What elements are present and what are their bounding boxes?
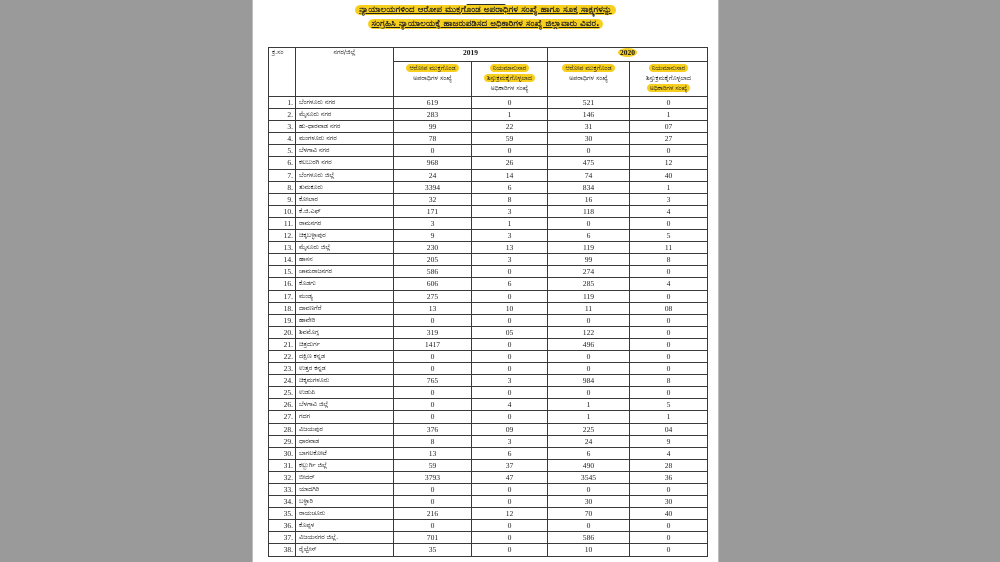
row-officers-2020: 0	[630, 217, 708, 229]
row-officers-2020: 11	[630, 242, 708, 254]
row-officers-2020: 0	[630, 520, 708, 532]
row-officers-2020: 07	[630, 121, 708, 133]
row-officers-2019: 0	[472, 145, 548, 157]
table-row	[269, 242, 708, 254]
row-acquitted-2020: 30	[548, 496, 630, 508]
table-row	[269, 254, 708, 266]
row-district: ವಿಜಯಪುರ	[296, 423, 394, 435]
row-officers-2019: 14	[472, 169, 548, 181]
table-row	[269, 471, 708, 483]
row-acquitted-2019: 13	[394, 302, 472, 314]
table-row	[269, 350, 708, 362]
title-heading-mark	[253, 0, 718, 4]
row-acquitted-2020: 24	[548, 435, 630, 447]
row-officers-2020: 0	[630, 350, 708, 362]
row-acquitted-2019: 230	[394, 242, 472, 254]
row-acquitted-2020: 119	[548, 242, 630, 254]
row-district: ಉತ್ತರ ಕನ್ನಡ	[296, 363, 394, 375]
row-officers-2020: 0	[630, 532, 708, 544]
row-officers-2019: 3	[472, 230, 548, 242]
row-sl-no: 16.	[269, 278, 296, 290]
row-officers-2020: 9	[630, 435, 708, 447]
row-acquitted-2020: 99	[548, 254, 630, 266]
row-sl-no: 10.	[269, 205, 296, 217]
row-officers-2019: 8	[472, 193, 548, 205]
row-officers-2020: 30	[630, 496, 708, 508]
district-acquittal-table	[268, 47, 708, 557]
header-officers-2019: ನಿಯಮಾನುಸಾರ ಶಿಸ್ತುಕ್ರಮಕೈಗೊಳ್ಳಲಾದ ಅಧಿಕಾರಿಗಳ ಸಂಖ್ಯೆ	[472, 62, 548, 97]
row-sl-no: 4.	[269, 133, 296, 145]
row-district: ಕೆ.ಜಿ.ಎಫ್	[296, 205, 394, 217]
row-district: ರಾಮನಗರ	[296, 217, 394, 229]
row-sl-no: 1.	[269, 97, 296, 109]
row-district: ಹಾವೇರಿ	[296, 314, 394, 326]
table-row	[269, 217, 708, 229]
row-acquitted-2020: 475	[548, 157, 630, 169]
table-row	[269, 532, 708, 544]
row-acquitted-2020: 496	[548, 338, 630, 350]
row-district: ಚಿಕ್ಕಮಗಳೂರು	[296, 375, 394, 387]
title-highlight-1: ನ್ಯಾಯಾಲಯಗಳಿಂದ ಆರೋಪ ಮುಕ್ತಗೊಂಡ ಅಪರಾಧಿಗಳ ಸಂಖ್ಯೆ ಹಾಗೂ ಸೂಕ್ತ ಸಾಕ್ಷ್ಯಗಳನ್ನು	[355, 5, 616, 15]
row-acquitted-2020: 521	[548, 97, 630, 109]
row-officers-2020: 0	[630, 326, 708, 338]
table-row	[269, 338, 708, 350]
row-district: ಗದಗ	[296, 411, 394, 423]
row-officers-2019: 13	[472, 242, 548, 254]
row-acquitted-2020: 0	[548, 363, 630, 375]
table-row	[269, 423, 708, 435]
row-officers-2020: 0	[630, 290, 708, 302]
row-acquitted-2020: 118	[548, 205, 630, 217]
row-acquitted-2020: 0	[548, 314, 630, 326]
row-officers-2019: 47	[472, 471, 548, 483]
row-acquitted-2019: 701	[394, 532, 472, 544]
row-officers-2019: 0	[472, 97, 548, 109]
row-sl-no: 9.	[269, 193, 296, 205]
row-sl-no: 36.	[269, 520, 296, 532]
row-sl-no: 23.	[269, 363, 296, 375]
row-acquitted-2019: 24	[394, 169, 472, 181]
row-officers-2020: 0	[630, 266, 708, 278]
row-district: ಕಲಬುರಗಿ ನಗರ	[296, 157, 394, 169]
row-acquitted-2020: 0	[548, 145, 630, 157]
row-district: ವಿಜಯನಗರ ಜಿಲ್ಲೆ.	[296, 532, 394, 544]
row-acquitted-2019: 0	[394, 484, 472, 496]
document-page	[252, 0, 719, 562]
row-acquitted-2019: 0	[394, 387, 472, 399]
row-acquitted-2020: 74	[548, 169, 630, 181]
row-officers-2020: 4	[630, 447, 708, 459]
row-district: ಮೈಸೂರು ನಗರ	[296, 109, 394, 121]
row-officers-2020: 5	[630, 399, 708, 411]
row-sl-no: 13.	[269, 242, 296, 254]
row-acquitted-2020: 1	[548, 399, 630, 411]
row-sl-no: 18.	[269, 302, 296, 314]
year-2020-label: 2020	[620, 48, 635, 57]
row-acquitted-2020: 586	[548, 532, 630, 544]
row-officers-2019: 10	[472, 302, 548, 314]
row-officers-2020: 0	[630, 145, 708, 157]
row-officers-2020: 1	[630, 411, 708, 423]
row-officers-2020: 4	[630, 205, 708, 217]
row-acquitted-2019: 0	[394, 363, 472, 375]
header-year-2020	[548, 48, 708, 62]
row-acquitted-2019: 32	[394, 193, 472, 205]
row-officers-2019: 0	[472, 266, 548, 278]
row-acquitted-2020: 225	[548, 423, 630, 435]
table-row	[269, 145, 708, 157]
table-row	[269, 314, 708, 326]
row-officers-2019: 3	[472, 205, 548, 217]
row-district: ದಕ್ಷಿಣ ಕನ್ನಡ	[296, 350, 394, 362]
row-sl-no: 22.	[269, 350, 296, 362]
row-district: ಶಿವಮೊಗ್ಗ	[296, 326, 394, 338]
row-acquitted-2020: 31	[548, 121, 630, 133]
row-acquitted-2019: 3793	[394, 471, 472, 483]
row-district: ಬೆಂಗಳೂರು ನಗರ	[296, 97, 394, 109]
row-sl-no: 26.	[269, 399, 296, 411]
row-officers-2020: 0	[630, 544, 708, 556]
row-district: ಹಾಸನ	[296, 254, 394, 266]
table-row	[269, 230, 708, 242]
row-acquitted-2020: 146	[548, 109, 630, 121]
table-row	[269, 133, 708, 145]
row-acquitted-2020: 490	[548, 459, 630, 471]
row-acquitted-2019: 9	[394, 230, 472, 242]
table-row	[269, 157, 708, 169]
row-acquitted-2019: 275	[394, 290, 472, 302]
row-officers-2019: 0	[472, 338, 548, 350]
header-district: ನಗರ/ಜಿಲ್ಲೆ	[296, 48, 394, 97]
row-acquitted-2019: 99	[394, 121, 472, 133]
row-district: ಕೋಲಾರ	[296, 193, 394, 205]
row-district: ಧಾರವಾಡ	[296, 435, 394, 447]
row-acquitted-2019: 0	[394, 350, 472, 362]
row-acquitted-2019: 3	[394, 217, 472, 229]
header-row-years	[269, 48, 708, 62]
table-row	[269, 266, 708, 278]
row-district: ಮಂಗಳೂರು ನಗರ	[296, 133, 394, 145]
row-sl-no: 30.	[269, 447, 296, 459]
row-district: ಬೆಳಗಾವಿ ನಗರ	[296, 145, 394, 157]
row-officers-2020: 0	[630, 484, 708, 496]
table-row	[269, 411, 708, 423]
row-sl-no: 31.	[269, 459, 296, 471]
row-district: ರೈಲ್ವೇಸ್	[296, 544, 394, 556]
row-officers-2019: 3	[472, 435, 548, 447]
row-officers-2020: 08	[630, 302, 708, 314]
row-officers-2020: 4	[630, 278, 708, 290]
row-acquitted-2020: 6	[548, 230, 630, 242]
row-officers-2020: 3	[630, 193, 708, 205]
row-sl-no: 35.	[269, 508, 296, 520]
row-acquitted-2019: 3394	[394, 181, 472, 193]
row-district: ಚಾಮರಾಜನಗರ	[296, 266, 394, 278]
row-acquitted-2019: 765	[394, 375, 472, 387]
row-acquitted-2020: 16	[548, 193, 630, 205]
table-row	[269, 326, 708, 338]
row-officers-2019: 05	[472, 326, 548, 338]
row-acquitted-2020: 0	[548, 387, 630, 399]
row-officers-2019: 4	[472, 399, 548, 411]
row-acquitted-2019: 8	[394, 435, 472, 447]
table-row	[269, 278, 708, 290]
row-acquitted-2019: 216	[394, 508, 472, 520]
row-district: ಬೆಂಗಳೂರು ಜಿಲ್ಲೆ	[296, 169, 394, 181]
row-acquitted-2020: 274	[548, 266, 630, 278]
table-row	[269, 459, 708, 471]
row-acquitted-2019: 606	[394, 278, 472, 290]
row-acquitted-2020: 0	[548, 484, 630, 496]
row-officers-2019: 3	[472, 254, 548, 266]
row-acquitted-2019: 0	[394, 314, 472, 326]
row-sl-no: 7.	[269, 169, 296, 181]
row-acquitted-2020: 0	[548, 520, 630, 532]
row-district: ಬೆಳಗಾವಿ ಜಿಲ್ಲೆ	[296, 399, 394, 411]
table-row	[269, 520, 708, 532]
row-sl-no: 3.	[269, 121, 296, 133]
row-acquitted-2019: 0	[394, 399, 472, 411]
row-sl-no: 38.	[269, 544, 296, 556]
row-officers-2019: 12	[472, 508, 548, 520]
row-sl-no: 37.	[269, 532, 296, 544]
table-row	[269, 121, 708, 133]
row-acquitted-2020: 0	[548, 217, 630, 229]
row-officers-2019: 0	[472, 532, 548, 544]
row-sl-no: 20.	[269, 326, 296, 338]
row-acquitted-2019: 205	[394, 254, 472, 266]
row-acquitted-2020: 122	[548, 326, 630, 338]
row-district: ಹು-ಧಾರವಾಡ ನಗರ	[296, 121, 394, 133]
row-officers-2020: 8	[630, 254, 708, 266]
row-district: ಚಿತ್ರದುರ್ಗ	[296, 338, 394, 350]
row-officers-2019: 26	[472, 157, 548, 169]
header-acquitted-2019: ಆರೋಪ ಮುಕ್ತಗೊಂಡ ಅಪರಾಧಿಗಳ ಸಂಖ್ಯೆ	[394, 62, 472, 97]
row-sl-no: 34.	[269, 496, 296, 508]
row-sl-no: 29.	[269, 435, 296, 447]
row-sl-no: 14.	[269, 254, 296, 266]
row-acquitted-2019: 1417	[394, 338, 472, 350]
row-officers-2020: 0	[630, 387, 708, 399]
row-sl-no: 24.	[269, 375, 296, 387]
row-district: ಕಲ್ಬುರ್ಗಿ ಜಿಲ್ಲೆ	[296, 459, 394, 471]
row-officers-2020: 8	[630, 375, 708, 387]
table-row	[269, 363, 708, 375]
table-row	[269, 302, 708, 314]
header-sl-no: ಕ್ರ.ಸಂ	[269, 48, 296, 97]
row-acquitted-2020: 10	[548, 544, 630, 556]
row-sl-no: 21.	[269, 338, 296, 350]
row-district: ಕೊಪ್ಪಳ	[296, 520, 394, 532]
row-acquitted-2019: 586	[394, 266, 472, 278]
row-acquitted-2020: 285	[548, 278, 630, 290]
table-row	[269, 508, 708, 520]
row-officers-2020: 40	[630, 508, 708, 520]
row-district: ರಾಯಚೂರು	[296, 508, 394, 520]
row-acquitted-2020: 3545	[548, 471, 630, 483]
row-sl-no: 11.	[269, 217, 296, 229]
row-acquitted-2020: 0	[548, 350, 630, 362]
table-row	[269, 447, 708, 459]
row-officers-2019: 0	[472, 520, 548, 532]
row-officers-2019: 0	[472, 290, 548, 302]
row-officers-2020: 1	[630, 181, 708, 193]
row-officers-2019: 0	[472, 544, 548, 556]
row-officers-2019: 6	[472, 447, 548, 459]
title-line-2	[253, 19, 718, 29]
row-acquitted-2020: 11	[548, 302, 630, 314]
title-line-1	[253, 5, 718, 15]
row-officers-2019: 59	[472, 133, 548, 145]
row-sl-no: 32.	[269, 471, 296, 483]
row-district: ಬಾಗಲಕೋಟೆ	[296, 447, 394, 459]
row-officers-2020: 5	[630, 230, 708, 242]
row-officers-2019: 1	[472, 217, 548, 229]
row-acquitted-2019: 0	[394, 145, 472, 157]
row-sl-no: 27.	[269, 411, 296, 423]
row-officers-2020: 40	[630, 169, 708, 181]
row-acquitted-2020: 1	[548, 411, 630, 423]
row-officers-2020: 27	[630, 133, 708, 145]
row-acquitted-2020: 30	[548, 133, 630, 145]
row-district: ಚಿಕ್ಕಬಳ್ಳಾಪುರ	[296, 230, 394, 242]
row-district: ಮೈಸೂರು ಜಿಲ್ಲೆ	[296, 242, 394, 254]
row-district: ಯಾದಗಿರಿ	[296, 484, 394, 496]
row-acquitted-2019: 35	[394, 544, 472, 556]
row-officers-2020: 04	[630, 423, 708, 435]
row-officers-2019: 0	[472, 496, 548, 508]
row-district: ಮಂಡ್ಯ	[296, 290, 394, 302]
table-row	[269, 375, 708, 387]
row-sl-no: 33.	[269, 484, 296, 496]
header-year-2019: 2019	[394, 48, 548, 62]
row-officers-2020: 36	[630, 471, 708, 483]
table-row	[269, 97, 708, 109]
row-acquitted-2019: 376	[394, 423, 472, 435]
table-row	[269, 544, 708, 556]
row-acquitted-2019: 0	[394, 496, 472, 508]
row-officers-2019: 09	[472, 423, 548, 435]
row-district: ದಾವಣಗೆರೆ	[296, 302, 394, 314]
row-acquitted-2020: 6	[548, 447, 630, 459]
row-acquitted-2019: 0	[394, 520, 472, 532]
table-row	[269, 205, 708, 217]
row-officers-2020: 28	[630, 459, 708, 471]
row-sl-no: 5.	[269, 145, 296, 157]
row-officers-2020: 0	[630, 338, 708, 350]
row-acquitted-2020: 119	[548, 290, 630, 302]
header-acquitted-2020: ಆರೋಪ ಮುಕ್ತಗೊಂಡ ಅಪರಾಧಿಗಳ ಸಂಖ್ಯೆ	[548, 62, 630, 97]
row-officers-2019: 0	[472, 411, 548, 423]
row-acquitted-2019: 171	[394, 205, 472, 217]
row-officers-2019: 37	[472, 459, 548, 471]
table-body	[269, 97, 708, 557]
table-row	[269, 387, 708, 399]
row-district: ಉಡುಪಿ	[296, 387, 394, 399]
row-acquitted-2020: 70	[548, 508, 630, 520]
row-officers-2019: 0	[472, 387, 548, 399]
row-sl-no: 6.	[269, 157, 296, 169]
row-officers-2020: 12	[630, 157, 708, 169]
row-acquitted-2019: 0	[394, 411, 472, 423]
row-officers-2020: 0	[630, 314, 708, 326]
row-officers-2020: 0	[630, 97, 708, 109]
row-officers-2019: 0	[472, 314, 548, 326]
row-acquitted-2019: 78	[394, 133, 472, 145]
table-row	[269, 435, 708, 447]
row-acquitted-2019: 319	[394, 326, 472, 338]
row-acquitted-2019: 13	[394, 447, 472, 459]
table-row	[269, 193, 708, 205]
row-district: ಬೀದರ್	[296, 471, 394, 483]
title-highlight-2: ಸಂಗ್ರಹಿಸಿ ನ್ಯಾಯಾಲಯಕ್ಕೆ ಹಾಜರುಪಡಿಸದ ಅಧಿಕಾರಿಗಳ ಸಂಖ್ಯೆ ಜಿಲ್ಲಾವಾರು ವಿವರ.	[368, 19, 604, 29]
row-officers-2019: 1	[472, 109, 548, 121]
row-acquitted-2019: 59	[394, 459, 472, 471]
row-officers-2019: 0	[472, 350, 548, 362]
row-officers-2019: 0	[472, 363, 548, 375]
row-officers-2019: 6	[472, 181, 548, 193]
table-row	[269, 399, 708, 411]
row-acquitted-2019: 619	[394, 97, 472, 109]
row-sl-no: 12.	[269, 230, 296, 242]
row-officers-2020: 0	[630, 363, 708, 375]
row-district: ಬಳ್ಳಾರಿ	[296, 496, 394, 508]
row-sl-no: 17.	[269, 290, 296, 302]
row-sl-no: 19.	[269, 314, 296, 326]
row-district: ಕೊಡಗು	[296, 278, 394, 290]
table-row	[269, 290, 708, 302]
table-row	[269, 496, 708, 508]
table-row	[269, 169, 708, 181]
row-sl-no: 8.	[269, 181, 296, 193]
row-sl-no: 25.	[269, 387, 296, 399]
row-officers-2019: 0	[472, 484, 548, 496]
row-officers-2019: 6	[472, 278, 548, 290]
row-acquitted-2020: 984	[548, 375, 630, 387]
header-officers-2020: ನಿಯಮಾನುಸಾರ ಶಿಸ್ತುಕ್ರಮಕೈಗೊಳ್ಳಲಾದ ಅಧಿಕಾರಿಗಳ ಸಂಖ್ಯೆ	[630, 62, 708, 97]
row-sl-no: 15.	[269, 266, 296, 278]
row-acquitted-2019: 968	[394, 157, 472, 169]
row-sl-no: 28.	[269, 423, 296, 435]
row-acquitted-2020: 834	[548, 181, 630, 193]
row-officers-2019: 22	[472, 121, 548, 133]
row-sl-no: 2.	[269, 109, 296, 121]
row-district: ತುಮಕೂರು	[296, 181, 394, 193]
table-row	[269, 109, 708, 121]
row-officers-2020: 1	[630, 109, 708, 121]
row-acquitted-2019: 283	[394, 109, 472, 121]
table-row	[269, 181, 708, 193]
table-row	[269, 484, 708, 496]
row-officers-2019: 3	[472, 375, 548, 387]
